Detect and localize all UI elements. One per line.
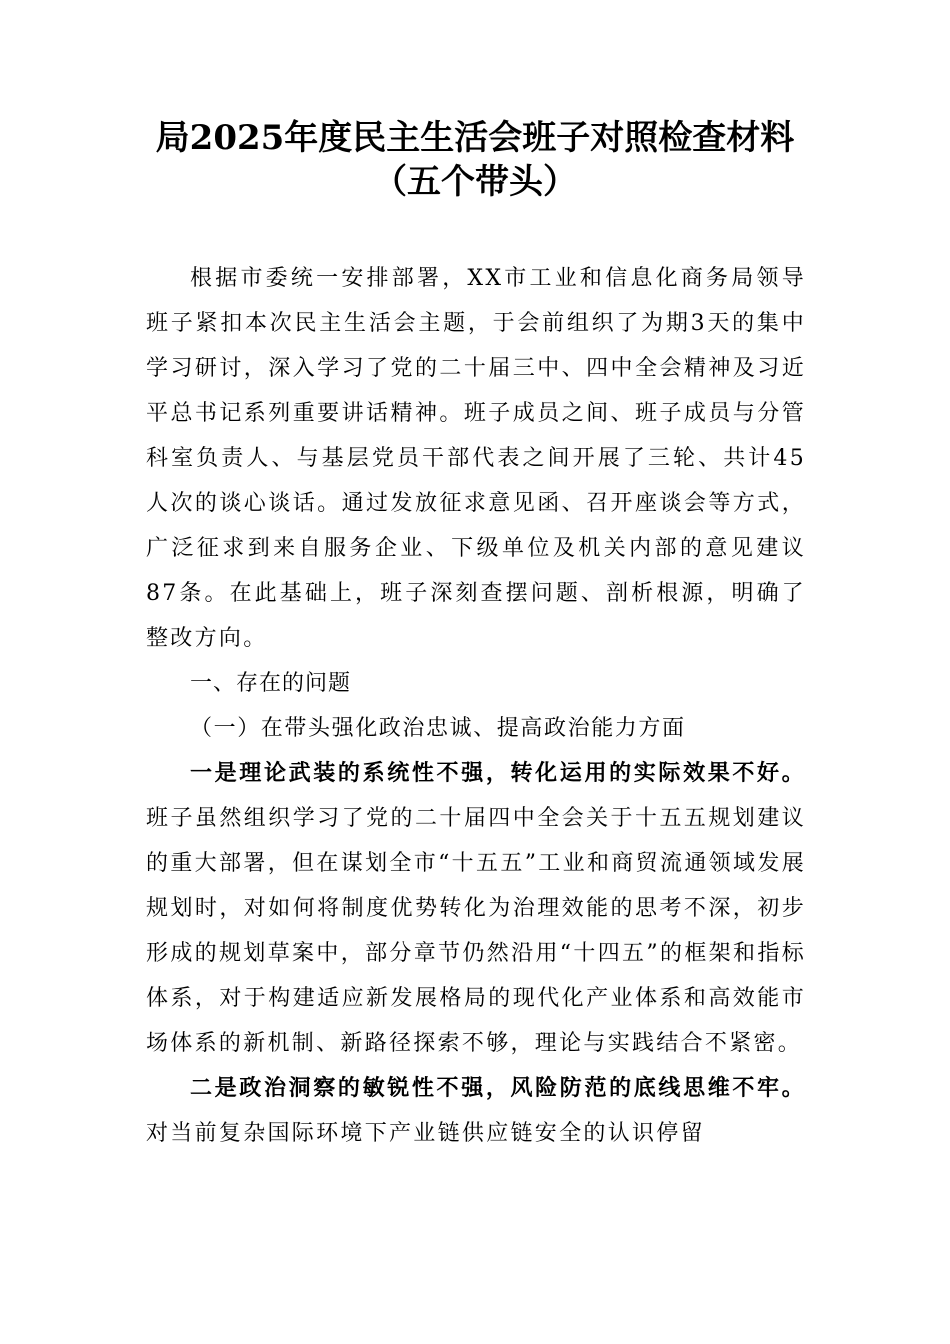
point-paragraph-1 bbox=[146, 751, 806, 1066]
point-1-lead: 一是理论武装的系统性不强，转化运用的实际效果不好。 bbox=[190, 760, 806, 786]
document-title: 局2025年度民主生活会班子对照检查材料 bbox=[155, 118, 795, 158]
point-2-lead: 二是政治洞察的敏锐性不强，风险防范的底线思维不牢。 bbox=[190, 1075, 806, 1101]
point-2-body: 对当前复杂国际环境下产业链供应链安全的认识停留 bbox=[146, 1121, 705, 1146]
point-1-body: 班子虽然组织学习了党的二十届四中全会关于十五五规划建议的重大部署，但在谋划全市“十五五”工业和商贸流通领域发展规划时，对如何将制度优势转化为治理效能的思考不深，初步形成的规划草案中，部分章节仍然沿用“十四五”的框架和指标体系，对于构建适应新发展格局的现代化产业体系和高效能市场体系的新机制、新路径探索不够，理论与实践结合不紧密。 bbox=[146, 806, 806, 1056]
document-subtitle: （五个带头） bbox=[373, 162, 577, 202]
point-paragraph-2 bbox=[146, 1066, 806, 1156]
section-heading: 一、存在的问题 bbox=[190, 671, 352, 696]
subsection-heading: （一）在带头强化政治忠诚、提高政治能力方面 bbox=[190, 716, 686, 741]
document-body bbox=[146, 256, 806, 1156]
intro-paragraph: 根据市委统一安排部署，XX市工业和信息化商务局领导班子紧扣本次民主生活会主题，于会前组织了为期3天的集中学习研讨，深入学习了党的二十届三中、四中全会精神及习近平总书记系列重要讲话精神。班子成员之间、班子成员与分管科室负责人、与基层党员干部代表之间开展了三轮、共计45人次的谈心谈话。通过发放征求意见函、召开座谈会等方式，广泛征求到来自服务企业、下级单位及机关内部的意见建议87条。在此基础上，班子深刻查摆问题、剖析根源，明确了整改方向。 bbox=[146, 266, 806, 651]
